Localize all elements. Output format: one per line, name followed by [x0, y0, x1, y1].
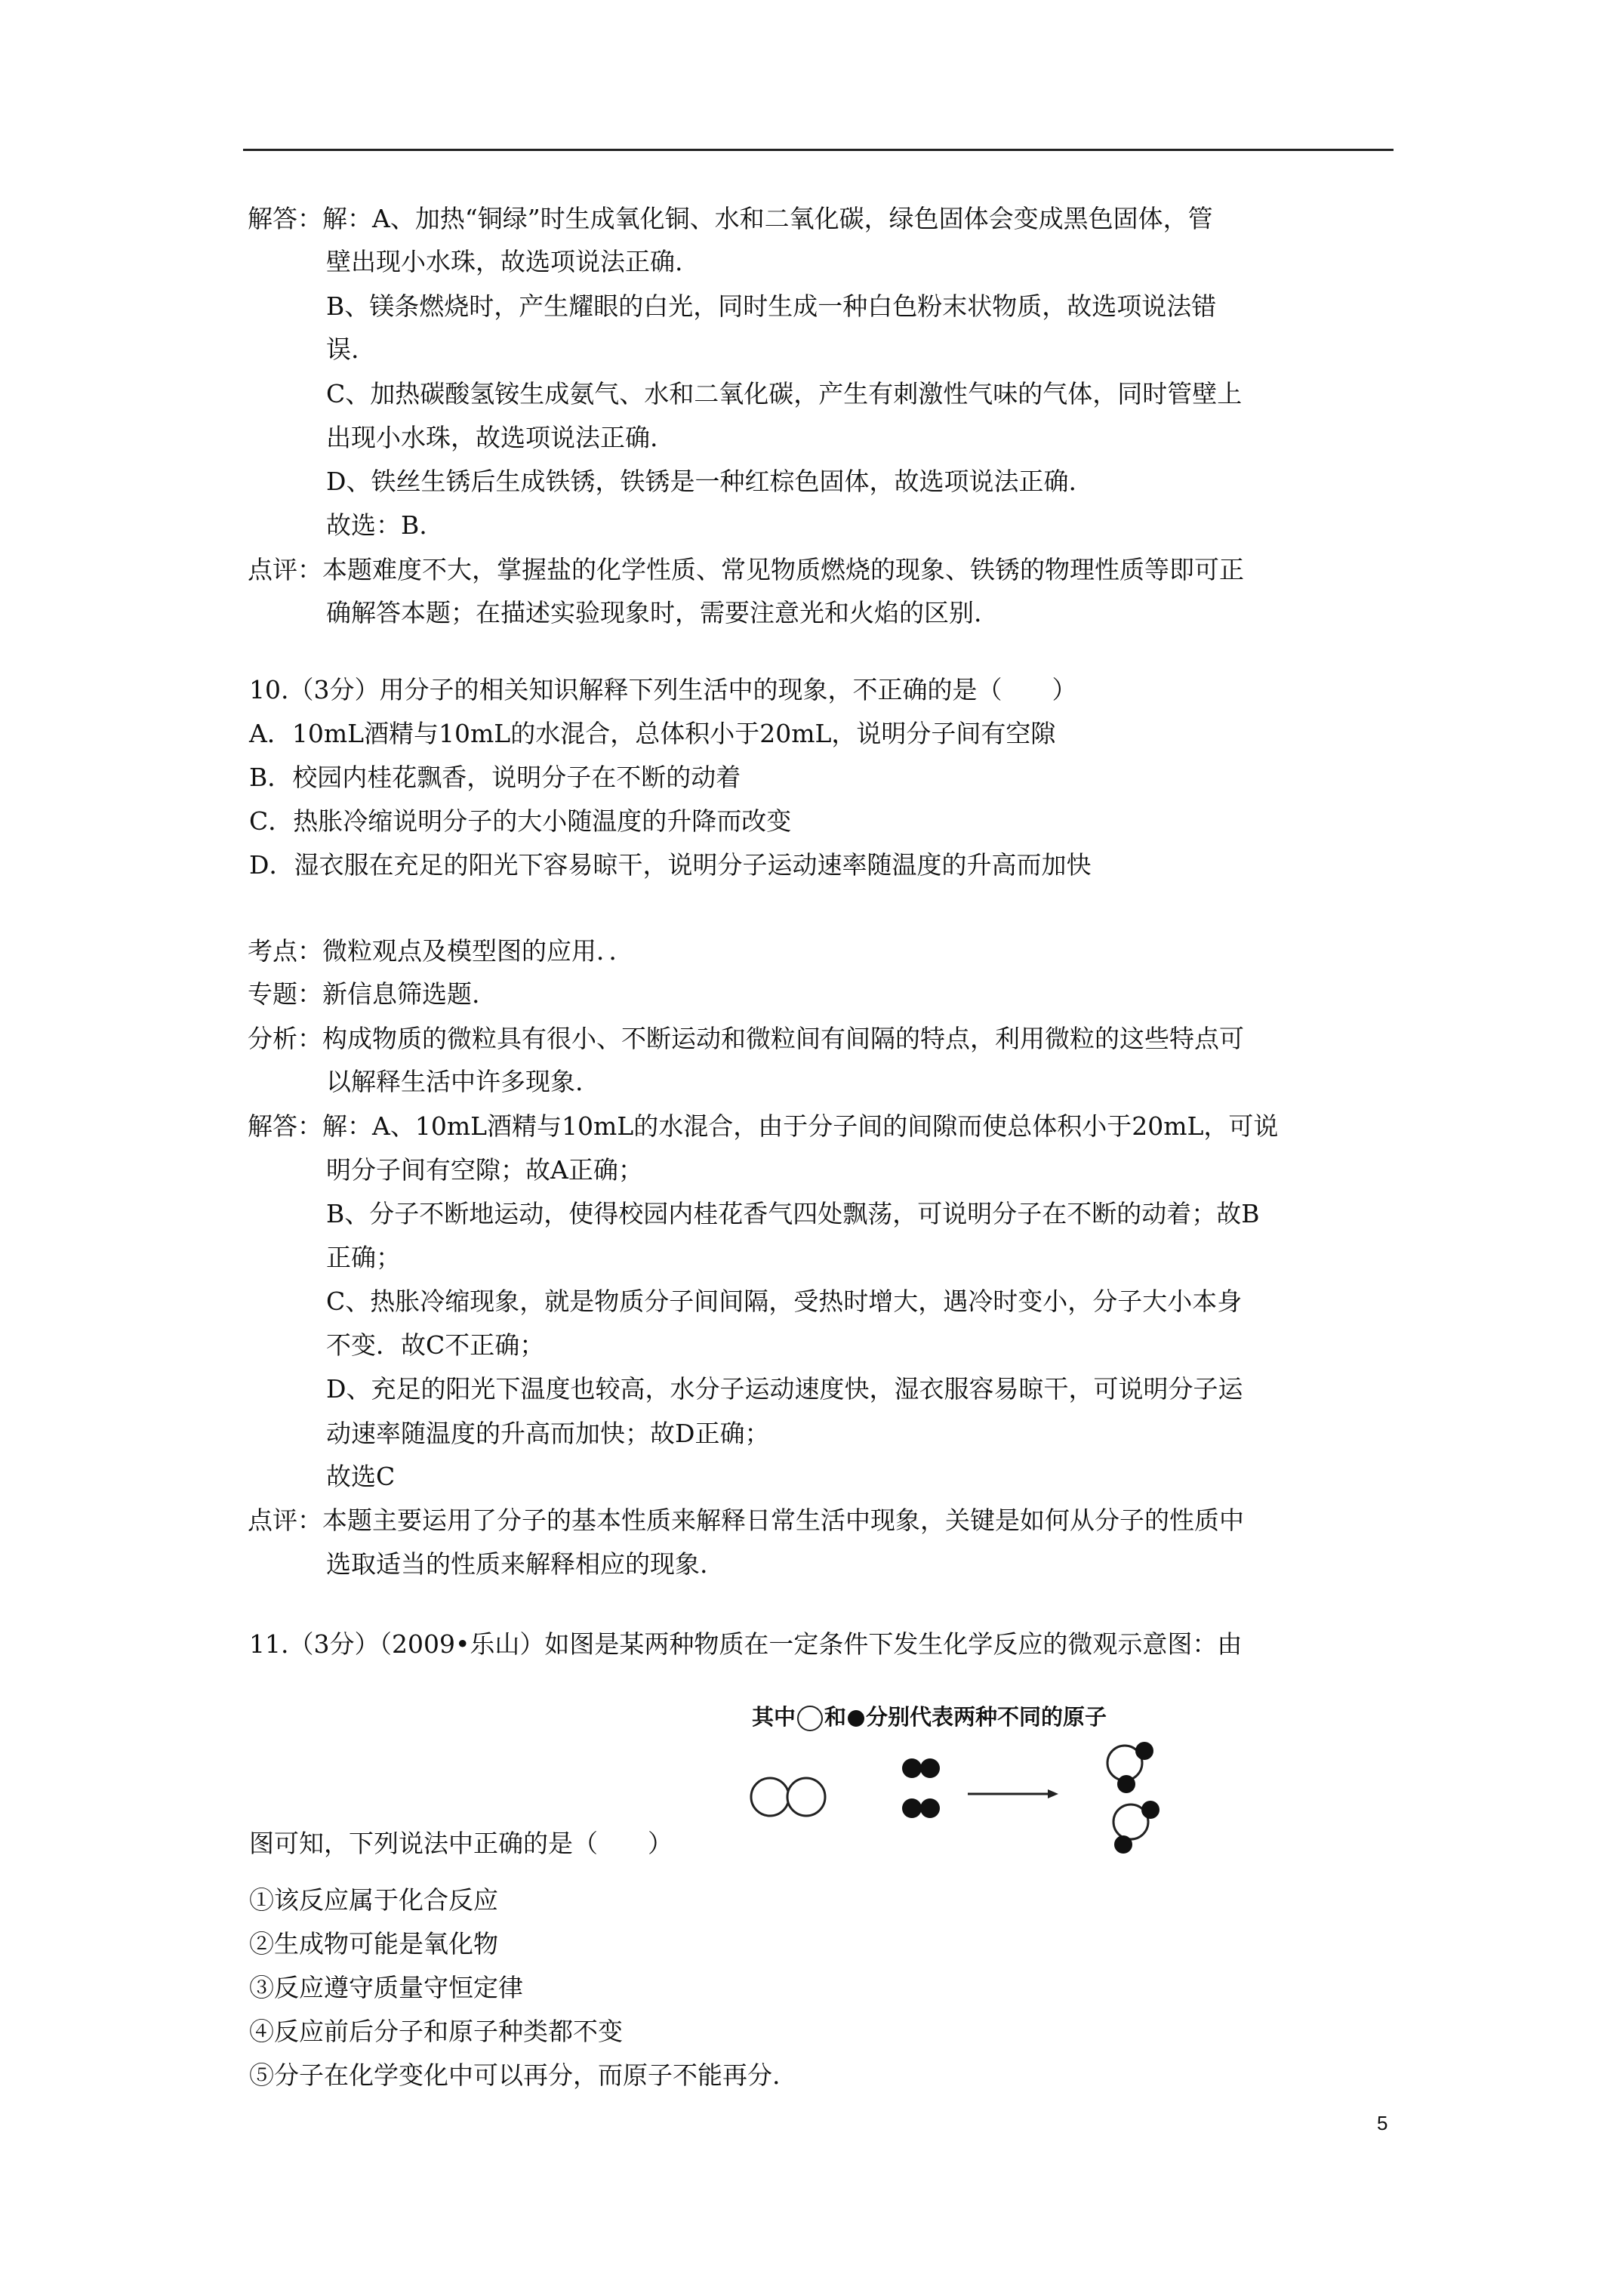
q9-answer-line: 故选：B.	[326, 510, 427, 540]
q10-comment-line: 点评：本题主要运用了分子的基本性质来解释日常生活中现象，关键是如何从分子的性质中	[248, 1505, 1244, 1535]
q10-comment-line: 选取适当的性质来解释相应的现象.	[326, 1549, 708, 1579]
q11-statement: ⑤分子在化学变化中可以再分，而原子不能再分.	[249, 2060, 781, 2090]
figure-caption-middle: 和	[824, 1704, 847, 1730]
reaction-arrow-icon	[968, 1789, 1058, 1798]
product-molecule-icon	[1107, 1742, 1153, 1793]
q10-answer-line: 故选C	[326, 1462, 396, 1491]
figure-caption-suffix: 分别代表两种不同的原子	[866, 1704, 1107, 1730]
q10-analysis-line: 以解释生活中许多现象.	[326, 1067, 584, 1096]
reaction-diagram	[740, 1695, 1208, 1869]
q11-statement: ③反应遵守质量守恒定律	[249, 1973, 523, 2002]
q10-answer-line: 正确；	[326, 1243, 401, 1272]
q10-answer-line: 不变．故C不正确；	[326, 1330, 545, 1360]
q9-comment-line: 点评：本题难度不大，掌握盐的化学性质、常见物质燃烧的现象、铁锈的物理性质等即可正	[248, 555, 1244, 584]
q10-analysis-line: 分析：构成物质的微粒具有很小、不断运动和微粒间有间隔的特点，利用微粒的这些特点可	[248, 1024, 1244, 1053]
q11-statement: ④反应前后分子和原子种类都不变	[249, 2017, 623, 2046]
q10-option-c: C．热胀冷缩说明分子的大小随温度的升降而改变	[249, 806, 792, 836]
q9-answer-line: 壁出现小水珠，故选项说法正确.	[326, 247, 683, 276]
q9-comment-line: 确解答本题；在描述实验现象时，需要注意光和火焰的区别.	[326, 598, 982, 627]
q10-option-b: B．校园内桂花飘香，说明分子在不断的动着	[249, 763, 741, 792]
q11-stem-line1: 11.（3分）（2009•乐山）如图是某两种物质在一定条件下发生化学反应的微观示意图：由	[249, 1629, 1243, 1659]
page-number: 5	[1377, 2112, 1388, 2134]
q10-option-d: D．湿衣服在充足的阳光下容易晾干，说明分子运动速率随温度的升高而加快	[249, 850, 1092, 880]
q10-answer-line: D、充足的阳光下温度也较高，水分子运动速度快，湿衣服容易晾干，可说明分子运	[326, 1374, 1243, 1404]
q10-answer-line: 明分子间有空隙；故A正确；	[326, 1155, 643, 1185]
q10-kaodian: 考点：微粒观点及模型图的应用．．	[248, 936, 634, 966]
q11-statement: ②生成物可能是氧化物	[249, 1929, 498, 1959]
q9-answer-line: C、加热碳酸氢铵生成氨气、水和二氧化碳，产生有刺激性气味的气体，同时管壁上	[326, 379, 1243, 408]
q10-zhuanti: 专题：新信息筛选题.	[248, 979, 480, 1009]
q10-stem: 10.（3分）用分子的相关知识解释下列生活中的现象，不正确的是（ ）	[249, 675, 1077, 704]
product-molecule-icon	[1113, 1801, 1160, 1854]
q9-answer-line: 解答：解：A、加热“铜绿”时生成氧化铜、水和二氧化碳，绿色固体会变成黑色固体，管	[248, 204, 1213, 233]
white-molecule-icon	[751, 1778, 825, 1816]
black-molecule-icon	[902, 1758, 940, 1818]
header-rule	[243, 149, 1394, 151]
q9-answer-line: 出现小水珠，故选项说法正确.	[326, 423, 658, 452]
q9-answer-line: 误.	[326, 334, 359, 364]
q9-answer-line: D、铁丝生锈后生成铁锈，铁锈是一种红棕色固体，故选项说法正确.	[326, 467, 1076, 496]
q10-answer-line: C、热胀冷缩现象，就是物质分子间间隔，受热时增大，遇冷时变小，分子大小本身	[326, 1287, 1243, 1316]
q10-answer-line: 解答：解：A、10mL酒精与10mL的水混合，由于分子间的间隙而使总体积小于20mL，可说	[248, 1111, 1279, 1141]
q10-answer-line: 动速率随温度的升高而加快；故D正确；	[326, 1419, 770, 1448]
q11-stem-line2: 图可知，下列说法中正确的是（ ）	[249, 1829, 673, 1858]
q9-answer-line: B、镁条燃烧时，产生耀眼的白光，同时生成一种白色粉末状物质，故选项说法错	[326, 291, 1217, 321]
q10-option-a: A．10mL酒精与10mL的水混合，总体积小于20mL，说明分子间有空隙	[249, 719, 1056, 748]
q10-answer-line: B、分子不断地运动，使得校园内桂花香气四处飘荡，可说明分子在不断的动着；故B	[326, 1199, 1260, 1228]
q11-statement: ①该反应属于化合反应	[249, 1885, 498, 1915]
figure-caption-prefix: 其中	[752, 1704, 796, 1730]
